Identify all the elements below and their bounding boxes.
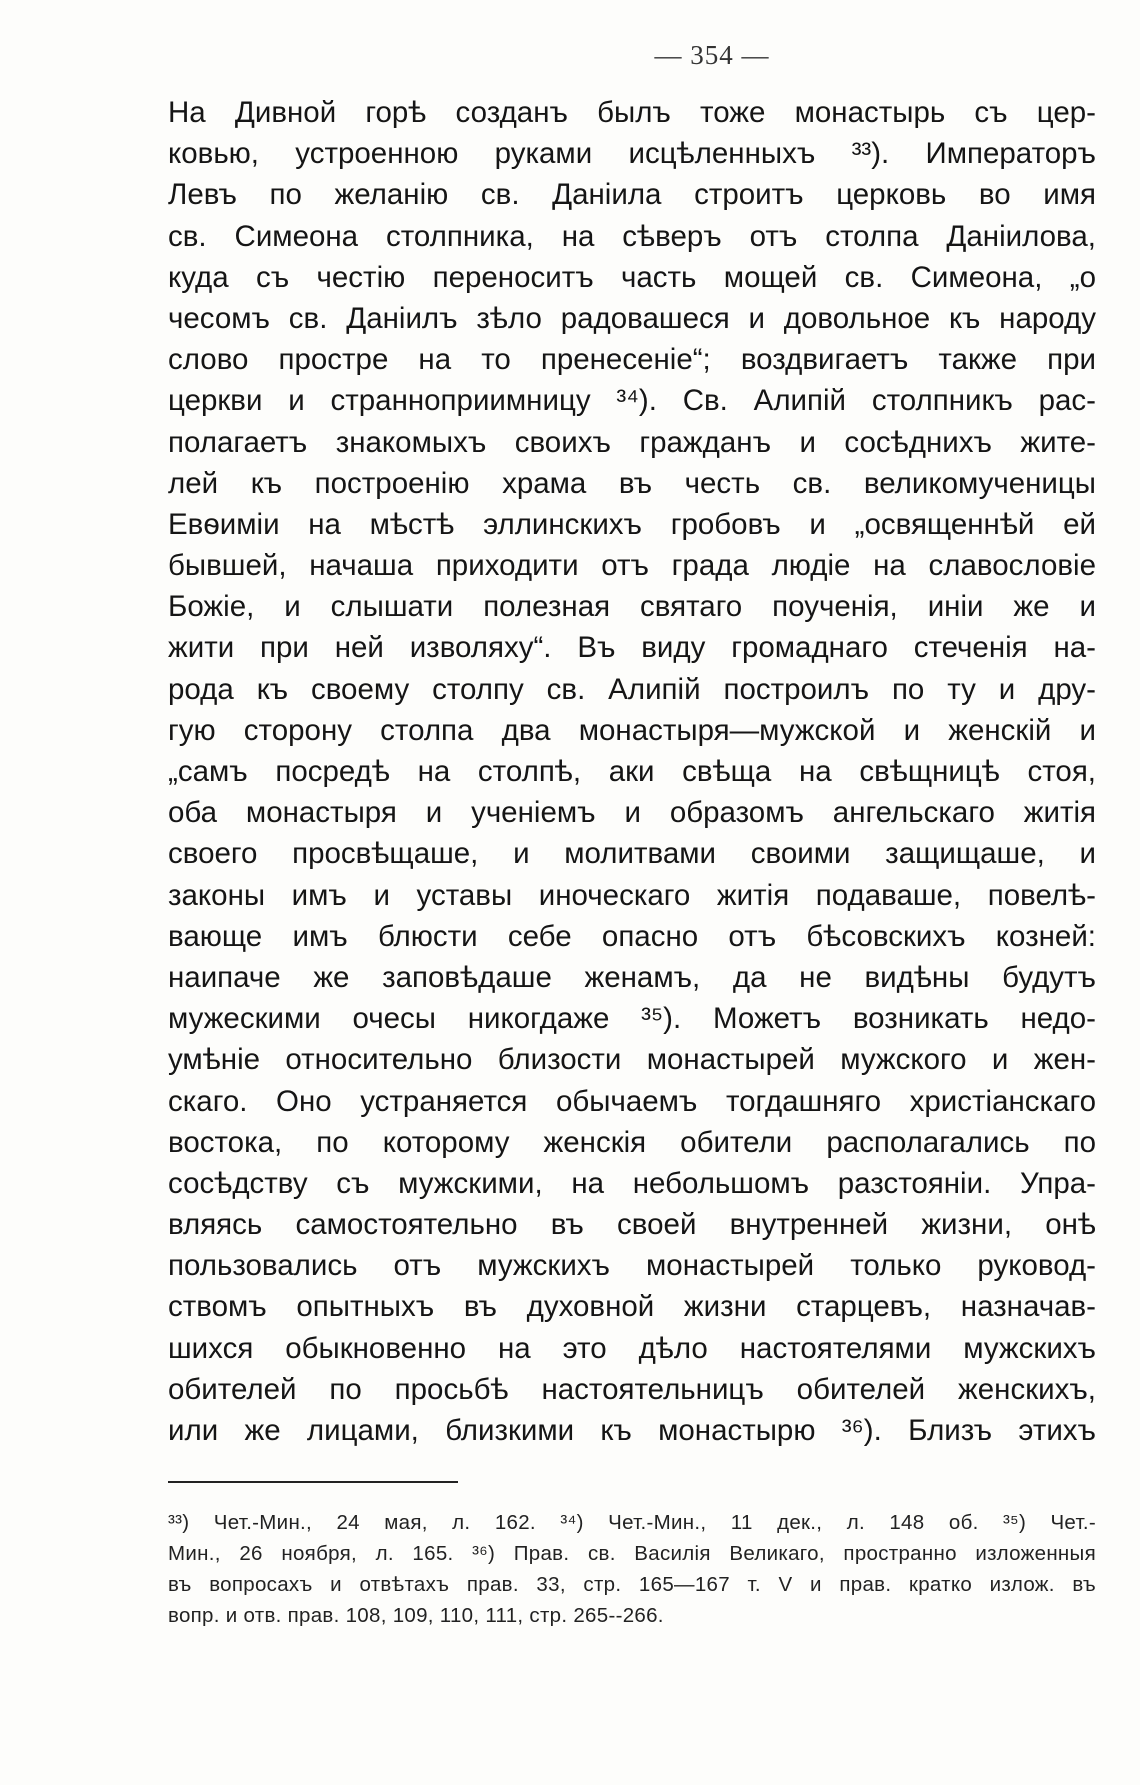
text-line: лей къ построенію храма въ честь св. великомученицы — [168, 466, 1096, 500]
text-line: св. Симеона столпника, на сѣверъ отъ столпа Даніилова, — [168, 219, 1096, 253]
text-line: умѣніе относительно близости монастырей мужского и жен- — [168, 1043, 1096, 1077]
text-line: своего просвѣщаше, и молитвами своими защищаше, и — [168, 837, 1096, 871]
text-line: куда съ честію переноситъ часть мощей св. Симеона, „о — [168, 260, 1096, 294]
text-line: Божіе, и слышати полезная святаго поученія, иніи же и — [168, 590, 1096, 624]
text-line: ковью, устроенною руками исцѣленныхъ ³³). Императоръ — [168, 137, 1096, 171]
text-line: шихся обыкновенно на это дѣло настоятелями мужскихъ — [168, 1331, 1096, 1365]
text-line: наипаче же заповѣдаше женамъ, да не видѣны будутъ — [168, 960, 1096, 994]
text-line: „самъ посредѣ на столпѣ, аки свѣща на свѣщницѣ стоя, — [168, 755, 1096, 788]
text-line: жити при ней изволяху“. Въ виду громаднаго стеченія на- — [168, 631, 1096, 665]
footnote-line: вопр. и отв. прав. 108, 109, 110, 111, стр. 265--266. — [168, 1604, 664, 1628]
footnote-line: въ вопросахъ и отвѣтахъ прав. 33, стр. 165—167 т. V и прав. кратко излож. въ — [168, 1573, 1096, 1597]
text-line: обителей по просьбѣ настоятельницъ обителей женскихъ, — [168, 1372, 1096, 1406]
text-line: ствомъ опытныхъ въ духовной жизни старцевъ, назначав- — [168, 1290, 1096, 1324]
text-line: полагаетъ знакомыхъ своихъ гражданъ и сосѣднихъ жите- — [168, 425, 1096, 459]
text-line: сосѣдству съ мужскими, на небольшомъ разстояніи. Упра- — [168, 1166, 1096, 1200]
text-line: Евѳиміи на мѣстѣ эллинскихъ гробовъ и „освященнѣй ей — [168, 507, 1096, 541]
text-line: пользовались отъ мужскихъ монастырей только руковод- — [168, 1249, 1096, 1283]
text-line: слово простре на то пренесеніе“; воздвигаетъ также при — [168, 343, 1096, 377]
text-line: или же лицами, близкими къ монастырю ³⁶). Близъ этихъ — [168, 1414, 1096, 1447]
text-line: законы имъ и уставы иноческаго житія подаваше, повелѣ- — [168, 878, 1096, 912]
text-line: церкви и странноприимницу ³⁴). Св. Алипій столпникъ рас- — [168, 384, 1096, 418]
footnote-line: Мин., 26 ноября, л. 165. ³⁶) Прав. св. Василія Великаго, пространно изложенныя — [168, 1542, 1096, 1566]
text-line: вляясь самостоятельно въ своей внутренней жизни, онѣ — [168, 1208, 1096, 1242]
text-line: скаго. Оно устраняется обычаемъ тогдашняго христіанскаго — [168, 1084, 1096, 1118]
footnote-divider — [168, 1481, 458, 1483]
text-line: чесомъ св. Даніилъ зѣло радовашеся и довольное къ народу — [168, 301, 1096, 335]
text-line: вающе имъ блюсти себе опасно отъ бѣсовскихъ козней: — [168, 919, 1096, 953]
page-number: — 354 — — [654, 40, 770, 70]
text-line: бывшей, начаша приходити отъ града людіе на славословіе — [168, 549, 1096, 583]
text-line: гую сторону столпа два монастыря—мужской и женскій и — [168, 713, 1096, 747]
footnote-line: ³³) Чет.-Мин., 24 мая, л. 162. ³⁴) Чет.-Мин., 11 дек., л. 148 об. ³⁵) Чет.- — [168, 1511, 1096, 1535]
text-line: На Дивной горѣ созданъ былъ тоже монастырь съ цер- — [168, 96, 1096, 129]
footnotes — [168, 1507, 1096, 1631]
text-line: оба монастыря и ученіемъ и образомъ ангельскаго житія — [168, 796, 1096, 830]
text-line: Левъ по желанію св. Даніила строитъ церковь во имя — [168, 178, 1096, 212]
text-line: востока, по которому женскія обители располагались по — [168, 1125, 1096, 1159]
book-page — [168, 40, 1096, 1631]
text-line: мужескими очесы никогдаже ³⁵). Можетъ возникать недо- — [168, 1002, 1096, 1036]
body-text — [168, 92, 1096, 1451]
text-line: рода къ своему столпу св. Алипій построилъ по ту и дру- — [168, 672, 1096, 706]
